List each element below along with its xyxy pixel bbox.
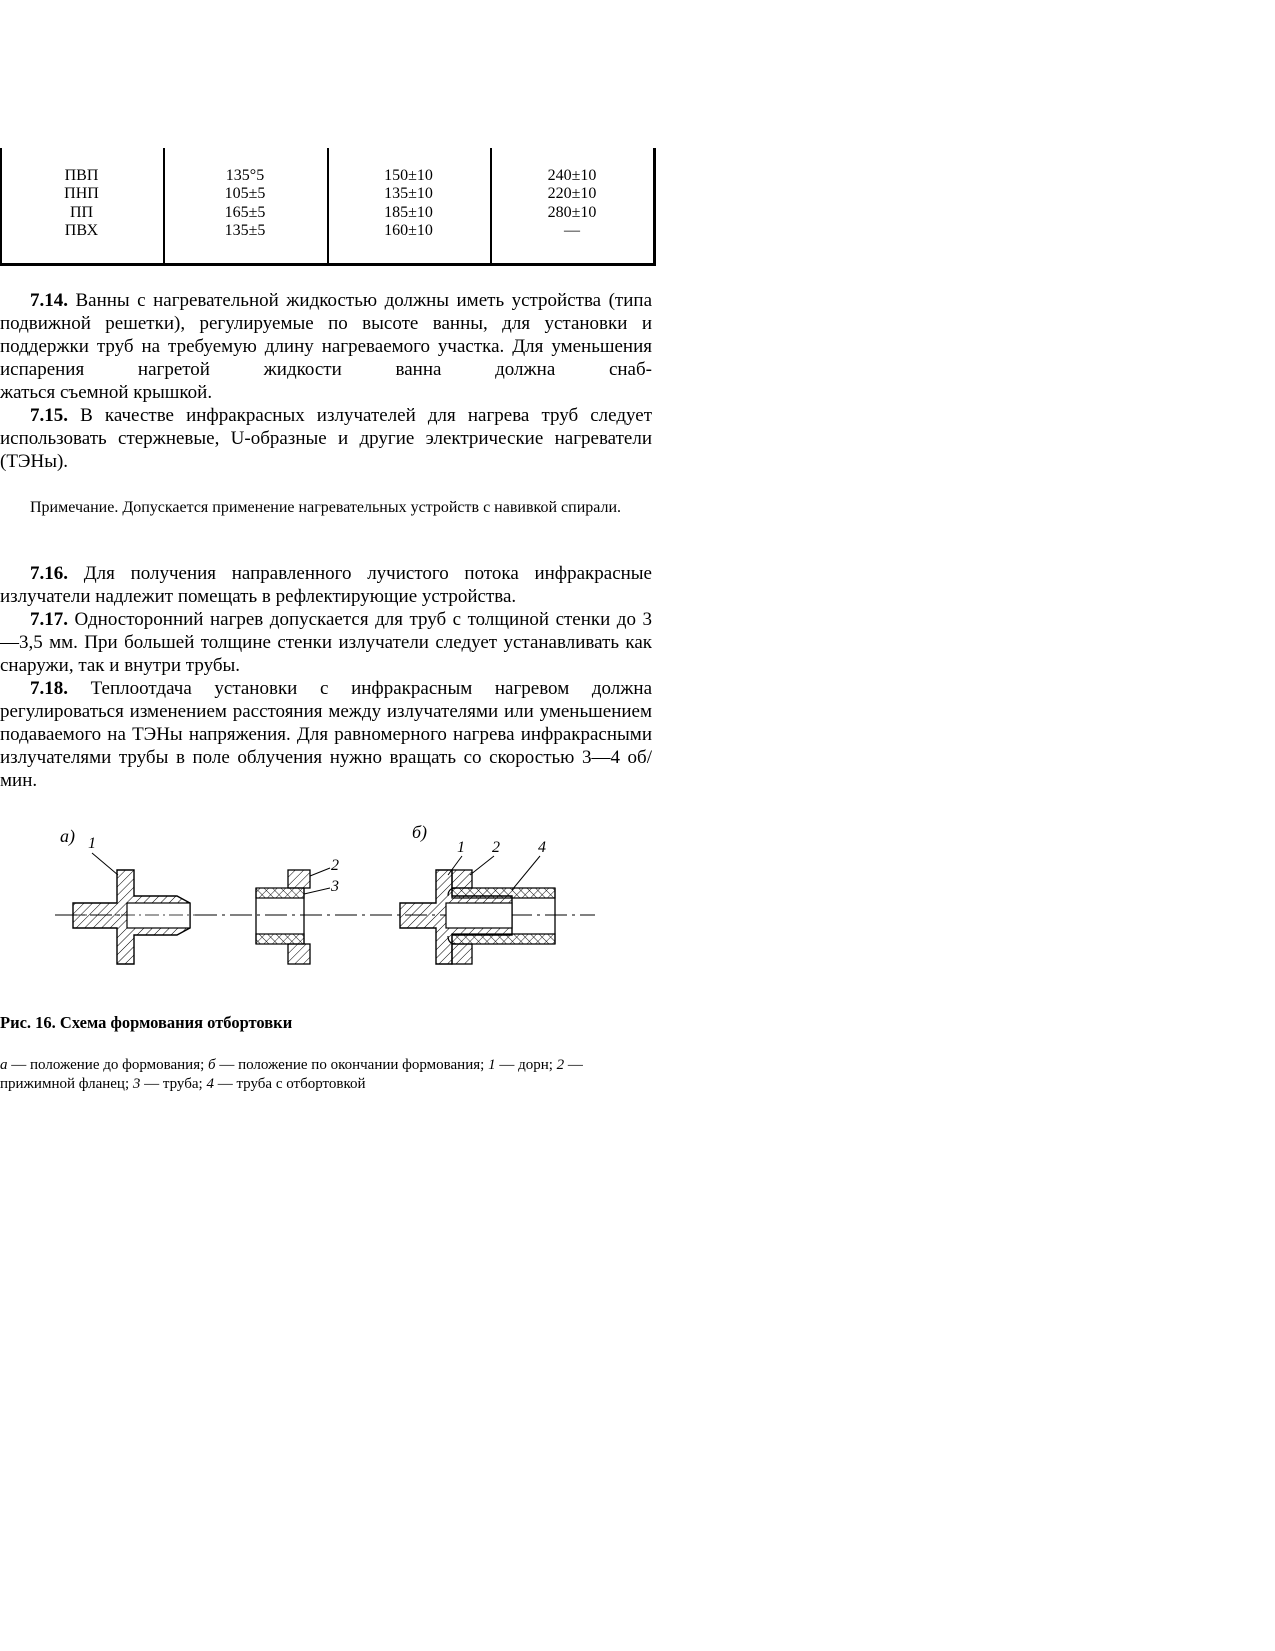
paragraph-text: Односторонний нагрев допускается для труб с толщиной стенки до 3—3,5 мм. При большей толщине стенки излучатели следует устанавливать как снаружи, так и внутри трубы. xyxy=(0,609,652,676)
flange-and-pipe-a xyxy=(256,870,310,964)
table-cell: 150±10 xyxy=(384,167,433,184)
legend-text: — положение по окончании формования; xyxy=(215,1057,489,1073)
paragraph-text: жаться съемной крышкой. xyxy=(0,382,213,403)
legend-text: — прижимной фланец; xyxy=(0,1057,583,1092)
paragraph-text: Теплоотдача установки с инфракрасным нагревом должна регулироваться изменением расстояния между излучателями или уменьшением подаваемого на ТЭНы напряжения. Для равномерного нагрева инфракрасными излучателями трубы в поле облучения нужно вращать со скоростью 3—4 об/мин. xyxy=(0,678,652,791)
legend-key: 3 xyxy=(132,1076,141,1092)
table-cell: 240±10 xyxy=(547,167,597,184)
table-cell: 105±5 xyxy=(224,185,266,203)
table-cell: 185±10 xyxy=(384,203,433,221)
table-cell: 135°5 xyxy=(225,167,265,184)
paragraph-number: 7.15. xyxy=(30,405,68,426)
callout-4: 4 xyxy=(538,839,546,856)
callout-3: 3 xyxy=(331,878,339,895)
paragraph-7-14 xyxy=(0,289,652,381)
paragraph-text: Для получения направленного лучистого потока инфракрасные излучатели надлежит помещать в рефлектирующие устройства. xyxy=(0,563,652,607)
paragraph-number: 7.18. xyxy=(30,678,68,699)
section-7-14-7-15 xyxy=(0,289,652,473)
table-cell: 160±10 xyxy=(384,221,433,239)
label-b: б) xyxy=(412,822,428,842)
label-a: а) xyxy=(60,826,75,846)
figure-legend xyxy=(0,1056,652,1094)
table-column-material xyxy=(0,167,163,240)
legend-key: б xyxy=(208,1057,216,1073)
table-cell: ПВП xyxy=(64,167,99,184)
table-cell: 135±5 xyxy=(224,221,266,239)
assembly-b xyxy=(400,870,555,964)
legend-text: — положение до формования; xyxy=(7,1057,209,1073)
table-cell: — xyxy=(564,221,580,239)
paragraph-7-14-cont xyxy=(0,381,652,404)
table-cell: ПВХ xyxy=(64,221,99,239)
legend-key: а xyxy=(0,1057,8,1073)
table-cell: 220±10 xyxy=(547,185,597,203)
paragraph-number: 7.16. xyxy=(30,563,68,584)
paragraph-7-16 xyxy=(0,562,652,608)
callout-line xyxy=(304,888,330,894)
legend-text: — труба с отбортовкой xyxy=(213,1076,366,1092)
figure-caption: Рис. 16. Схема формования отбортовки xyxy=(0,1013,293,1032)
callout-line xyxy=(92,853,118,875)
paragraph-number: 7.17. xyxy=(30,609,68,630)
paragraph-text: В качестве инфракрасных излучателей для нагрева труб следует использовать стержневые, U-образные и другие электрические нагреватели (ТЭНы). xyxy=(0,405,653,472)
table-cell: ПНП xyxy=(64,185,99,203)
callout-2: 2 xyxy=(331,857,339,874)
legend-text: — труба; xyxy=(140,1076,207,1092)
paragraph-text: Ванны с нагревательной жидкостью должны иметь устройства (типа подвижной решетки), регулируемые по высоте ванны, для установки и поддержки труб на требуемую длину нагреваемого участка. Для уменьшения испарения нагретой жидкости ванна должна снаб- xyxy=(0,290,652,380)
legend-key: 4 xyxy=(206,1076,214,1092)
table-column-2 xyxy=(163,167,327,240)
callout-line xyxy=(310,868,330,876)
table-column-3 xyxy=(327,167,490,240)
table-cell: 165±5 xyxy=(224,203,266,221)
paragraph-number: 7.14. xyxy=(30,290,68,311)
flange-forming-diagram xyxy=(50,818,600,988)
callout-1: 1 xyxy=(88,835,96,852)
callout-line xyxy=(512,856,540,890)
callout-line xyxy=(470,856,494,875)
callout-1: 1 xyxy=(457,839,465,856)
table-column-4 xyxy=(490,167,654,240)
temperature-table xyxy=(0,148,656,266)
table-cell: ПП xyxy=(69,203,94,221)
legend-key: 1 xyxy=(488,1057,496,1073)
legend-key: 2 xyxy=(556,1057,565,1073)
note: Примечание. Допускается применение нагревательных устройств с навивкой спирали. xyxy=(30,499,622,516)
mandrel-a xyxy=(73,870,200,964)
paragraph-7-17 xyxy=(0,608,652,677)
legend-text: — дорн; xyxy=(495,1057,557,1073)
callout-2: 2 xyxy=(492,839,500,856)
paragraph-7-15 xyxy=(0,404,652,473)
paragraph-7-18 xyxy=(0,677,652,792)
table-cell: 280±10 xyxy=(547,203,597,221)
table-cell: 135±10 xyxy=(384,185,433,203)
section-7-16-7-18 xyxy=(0,562,652,792)
